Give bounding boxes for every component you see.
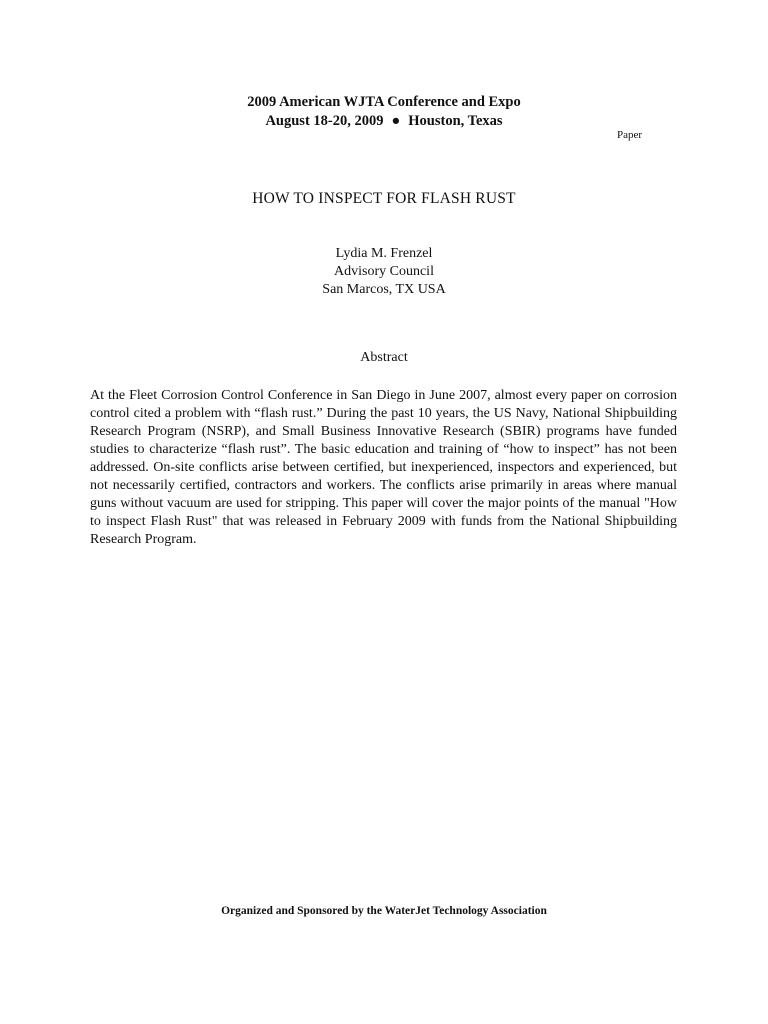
abstract-heading: Abstract	[360, 350, 408, 365]
conference-date-location	[0, 112, 768, 131]
author-affiliation: Advisory Council	[334, 264, 434, 279]
conference-name: 2009 American WJTA Conference and Expo	[247, 94, 521, 110]
paper-title: HOW TO INSPECT FOR FLASH RUST	[252, 190, 516, 207]
author-location: San Marcos, TX USA	[322, 282, 446, 297]
author-block	[0, 245, 768, 299]
bullet-separator-icon: ●	[391, 113, 401, 129]
paper-label: Paper	[617, 129, 643, 141]
sponsor-footer: Organized and Sponsored by the WaterJet Technology Association	[221, 905, 547, 917]
conference-location: Houston, Texas	[408, 113, 503, 129]
conference-header	[0, 93, 768, 131]
abstract-body: At the Fleet Corrosion Control Conference in San Diego in June 2007, almost every paper on corrosion control cited a problem with “flash rust.” During the past 10 years, the US Navy, National Shipbuilding Research Program (NSRP), and Small Business Innovative Research (SBIR) programs have funded studies to characterize “flash rust”. The basic education and training of “how to inspect” has not been addressed. On-site conflicts arise between certified, but inexperienced, inspectors and experienced, but not necessarily certified, contractors and workers. The conflicts arise primarily in areas where manual guns without vacuum are used for stripping. This paper will cover the major points of the manual "How to inspect Flash Rust" that was released in February 2009 with funds from the National Shipbuilding Research Program.	[90, 388, 677, 547]
author-name: Lydia M. Frenzel	[335, 246, 433, 261]
conference-dates: August 18-20, 2009	[265, 113, 384, 129]
